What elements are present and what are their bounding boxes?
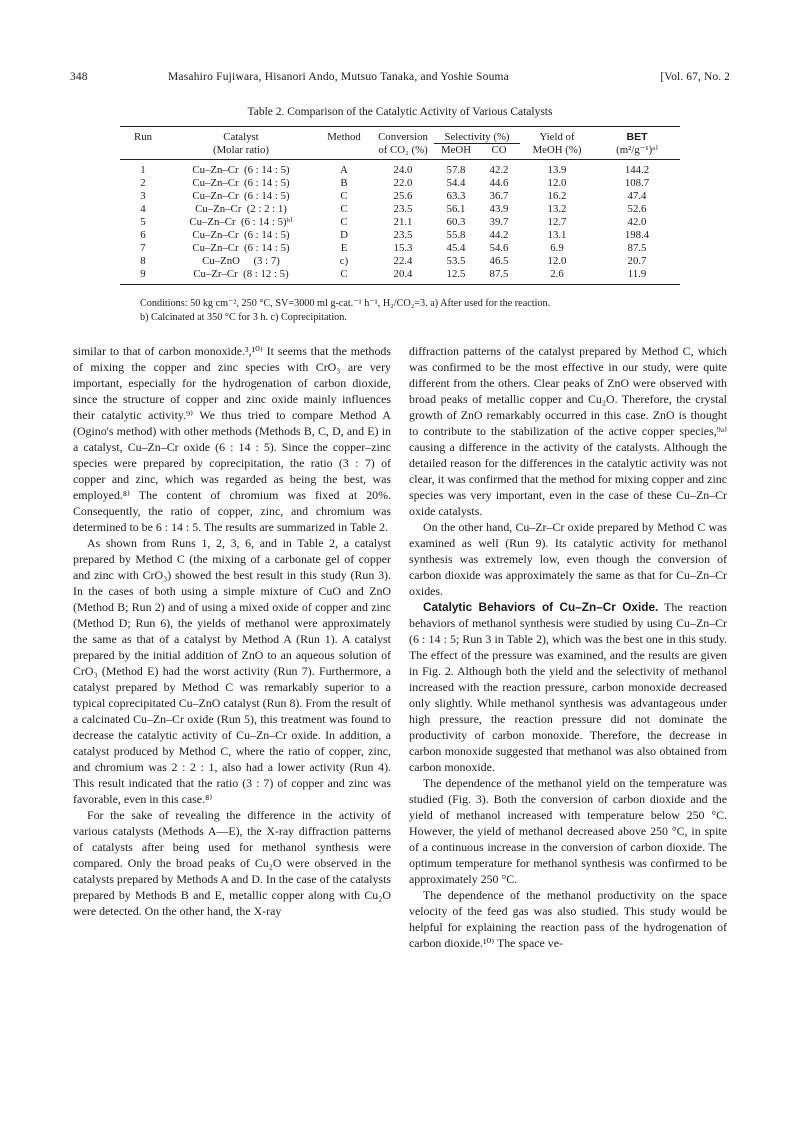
cell-bet: 108.7: [624, 176, 650, 189]
cell-yield: 13.9: [547, 163, 567, 176]
table-row: [120, 215, 680, 228]
cell-yield: 12.0: [547, 254, 567, 267]
cell-run: 1: [140, 163, 146, 176]
cell-co: 36.7: [489, 189, 509, 202]
col-subheader-co: CO: [491, 144, 507, 156]
cell-run: 3: [140, 189, 146, 202]
cell-run: 7: [140, 241, 146, 254]
cell-conversion: 24.0: [393, 163, 413, 176]
paragraph: The dependence of the methanol yield on the temperature was studied (Fig. 3). Both the conversion of carbon dioxide and the yield of methanol increased with temperature below 250 °C. However, the yield of methanol decreased above 250 °C, in spite of a continuous increase in the conversion of carbon dioxide. The optimum temperature for methanol synthesis was confirmed to be approximately 250 °C.: [409, 776, 727, 886]
volume-issue: [Vol. 67, No. 2: [660, 71, 730, 83]
paragraph-text: The reaction behaviors of methanol synthesis were studied by using Cu–Zn–Cr (6 : 14 : 5; Run 3 in Table 2), which was the best one in this study. The effect of the pressure was examined, and the results are given in Fig. 2. Although both the yield and the selectivity of methanol increased with the reaction pressure, carbon monoxide decreased only slightly. While methanol synthesis was advantageous under high pressure, the reaction pressure did not dominate the productivity of carbon monoxide. Therefore, the decrease in carbon monoxide suggested that methanol was also obtained from carbon monoxide.: [409, 600, 727, 774]
cell-conversion: 20.4: [372, 267, 434, 285]
running-header-authors: Masahiro Fujiwara, Hisanori Ando, Mutsuo Tanaka, and Yoshie Souma: [168, 71, 509, 83]
cell-yield: 12.0: [547, 176, 567, 189]
table-row: [120, 176, 680, 189]
cell-run: 2: [140, 176, 146, 189]
cell-bet: 144.2: [624, 163, 650, 176]
catalyst-comparison-table: [120, 126, 680, 285]
cell-run: 4: [140, 202, 146, 215]
cell-method: B: [340, 176, 348, 189]
cell-bet: 198.4: [624, 228, 650, 241]
table-row: [120, 241, 680, 254]
cell-co: 42.2: [489, 163, 509, 176]
cell-meoh: 12.5: [434, 267, 478, 285]
col-header-conversion: Conversion: [378, 131, 428, 144]
cell-co: 44.6: [489, 176, 509, 189]
cell-yield: 6.9: [550, 241, 564, 254]
cell-yield: 12.7: [547, 215, 567, 228]
col-header-yield: Yield of: [539, 131, 575, 144]
cell-conversion: 21.1: [393, 215, 413, 228]
cell-catalyst: Cu–Zr–Cr (8 : 12 : 5): [166, 267, 316, 285]
cell-yield: 2.6: [520, 267, 594, 285]
col-subheader-conversion: of CO₂ (%): [378, 143, 428, 156]
cell-meoh: 60.3: [446, 215, 466, 228]
cell-method: E: [340, 241, 348, 254]
cell-co: 46.5: [489, 254, 509, 267]
cell-method: c): [339, 254, 349, 267]
col-header-run: Run: [134, 131, 152, 144]
table-title: Table 2. Comparison of the Catalytic Activity of Various Catalysts: [247, 106, 553, 118]
paragraph: similar to that of carbon monoxide.³,¹⁰⁾ It seems that the methods of mixing the copper and zinc species with CrO₃ are very important, especially for the hydrogenation of carbon dioxide, since the structure of copper and zinc oxide mainly influences their catalytic activity.⁹⁾ We thus tried to compare Method A (Ogino's method) with other methods (Methods B, C, D, and E) in a catalyst, Cu–Zn–Cr oxide (6 : 14 : 5). Since the copper–zinc species were prepared by coprecipitation, the ratio (3 : 7) of copper and zinc, which was regarded as being the best, was employed.⁸⁾ The content of chromium was fixed at 20%. Consequently, the ratio of copper, zinc, and chromium was determined to be 6 : 14 : 5. The results are summarized in Table 2.: [73, 344, 391, 534]
cell-conversion: 15.3: [393, 241, 413, 254]
text-column-right: [409, 343, 727, 951]
cell-yield: 13.1: [547, 228, 567, 241]
cell-method: C: [340, 202, 348, 215]
cell-co: 44.2: [489, 228, 509, 241]
col-subheader-yield: MeOH (%): [532, 143, 582, 156]
table-footnote-conditions: Conditions: 50 kg cm⁻², 250 °C, SV=3000 ml g-cat.⁻¹ h⁻¹, H₂/CO₂=3. a) After used for the reaction.: [140, 298, 551, 309]
table-row: [120, 267, 680, 285]
table-row: [120, 228, 680, 241]
cell-conversion: 22.4: [393, 254, 413, 267]
cell-conversion: 23.5: [393, 228, 413, 241]
cell-run: 6: [140, 228, 146, 241]
cell-catalyst: Cu–ZnO (3 : 7): [202, 254, 280, 267]
table-row: [120, 202, 680, 215]
cell-run: 5: [140, 215, 146, 228]
cell-bet: 11.9: [594, 267, 680, 285]
cell-catalyst: Cu–Zn–Cr (6 : 14 : 5): [192, 228, 290, 241]
col-subheader-meoh: MeOH: [441, 144, 471, 156]
cell-catalyst: Cu–Zn–Cr (6 : 14 : 5): [192, 163, 290, 176]
cell-bet: 52.6: [627, 202, 647, 215]
cell-co: 54.6: [489, 241, 509, 254]
cell-method: C: [316, 267, 372, 285]
cell-bet: 47.4: [627, 189, 647, 202]
cell-catalyst: Cu–Zn–Cr (6 : 14 : 5): [192, 189, 290, 202]
col-header-catalyst: Catalyst: [223, 131, 259, 144]
cell-run: 8: [140, 254, 146, 267]
cell-bet: 42.0: [627, 215, 647, 228]
cell-method: C: [340, 215, 348, 228]
cell-meoh: 55.8: [446, 228, 466, 241]
cell-catalyst: Cu–Zn–Cr (6 : 14 : 5)ᵇ⁾: [189, 215, 293, 228]
paragraph: The dependence of the methanol productivity on the space velocity of the feed gas was also studied. This study would be helpful for explaining the reaction pass of the hydrogenation of carbon dioxide.¹⁰⁾ The space ve-: [409, 888, 727, 950]
paragraph: On the other hand, Cu–Zr–Cr oxide prepared by Method C was examined as well (Run 9). Its catalytic activity for methanol synthesis was extremely low, even though the conversion of carbon dioxide was approximately the same as that for Cu–Zn–Cr oxides.: [409, 520, 727, 598]
section-heading: Catalytic Behaviors of Cu–Zn–Cr Oxide.: [423, 600, 659, 614]
table-row: [120, 189, 680, 202]
cell-co: 39.7: [489, 215, 509, 228]
table-row: [120, 254, 680, 267]
cell-co: 87.5: [478, 267, 520, 285]
cell-catalyst: Cu–Zn–Cr (6 : 14 : 5): [192, 241, 290, 254]
col-subheader-bet: (m²/g⁻¹)ᵃ⁾: [616, 143, 658, 156]
paragraph: As shown from Runs 1, 2, 3, 6, and in Table 2, a catalyst prepared by Method C (the mixing of a carbonate gel of copper and zinc with CrO₃) showed the best result in this study (Run 3). In the cases of both using a simple mixture of CuO and ZnO (Method B; Run 2) and of using a mixed oxide of copper and zinc (Method D; Run 6), the yields of methanol were approximately the same as that of a catalyst by Method A (Run 1). A catalyst prepared by the initial addition of ZnO to an aqueous solution of CrO₃ (Method E) had the worst activity (Run 7). Furthermore, a catalyst prepared by Method C was remarkably superior to a typical coprecipitated Cu–ZnO catalyst (Run 8). From the result of a calcinated Cu–Zn–Cr oxide (Run 5), this treatment was found to decrease the catalytic activity of Cu–Zn–Cr oxide. In addition, a catalyst produced by Method C, where the ratio of copper, zinc, and chromium was 2 : 2 : 1, also had a lower activity (Run 4). This result indicated that the ratio (3 : 7) of copper and zinc was favorable, even in this case.⁸⁾: [73, 536, 391, 806]
cell-run: 9: [120, 267, 166, 285]
table-row: [120, 160, 680, 177]
col-header-method: Method: [327, 131, 361, 144]
cell-meoh: 56.1: [446, 202, 466, 215]
cell-bet: 20.7: [627, 254, 647, 267]
cell-catalyst: Cu–Zn–Cr (2 : 2 : 1): [195, 202, 287, 215]
cell-meoh: 54.4: [446, 176, 466, 189]
cell-meoh: 53.5: [446, 254, 466, 267]
cell-method: C: [340, 189, 348, 202]
table-footnote-notes: b) Calcinated at 350 °C for 3 h. c) Coprecipitation.: [140, 312, 347, 323]
cell-method: A: [340, 163, 348, 176]
paragraph: diffraction patterns of the catalyst prepared by Method C, which was confirmed to be the most effective in our study, were quite different from the others. Clear peaks of ZnO were observed with broad peaks of metallic copper and Cu₂O. Therefore, the crystal growth of ZnO remarkably occurred in this case. ZnO is thought to contribute to the stabilization of the active copper species,⁹ᵃ⁾ causing a difference in the activity of the catalysts. Although the detailed reason for the differences in the catalytic activity was not clear, it was confirmed that the method for mixing copper and zinc species was very important, even in the case of these Cu–Zn–Cr oxide catalysts.: [409, 344, 727, 518]
cell-bet: 87.5: [627, 241, 647, 254]
paragraph: [409, 599, 727, 775]
cell-method: D: [340, 228, 348, 241]
cell-conversion: 25.6: [393, 189, 413, 202]
cell-conversion: 23.5: [393, 202, 413, 215]
page-number: 348: [70, 71, 88, 83]
cell-meoh: 45.4: [446, 241, 466, 254]
cell-meoh: 57.8: [446, 163, 466, 176]
cell-co: 43.9: [489, 202, 509, 215]
text-column-left: [73, 343, 391, 919]
col-header-bet: BET: [626, 131, 648, 144]
cell-catalyst: Cu–Zn–Cr (6 : 14 : 5): [192, 176, 290, 189]
cell-meoh: 63.3: [446, 189, 466, 202]
col-header-selectivity: Selectivity (%): [434, 127, 520, 144]
cell-conversion: 22.0: [393, 176, 413, 189]
cell-yield: 16.2: [547, 189, 567, 202]
col-subheader-molar-ratio: (Molar ratio): [212, 143, 270, 156]
paragraph: For the sake of revealing the difference in the activity of various catalysts (Methods A—E), the X-ray diffraction patterns of catalysts after being used for methanol synthesis were compared. Only the broad peaks of Cu₂O were observed in the catalysts prepared by Methods A and D. In the case of the catalysts prepared by Methods B and E, metallic copper along with Cu₂O were detected. On the other hand, the X-ray: [73, 808, 391, 918]
cell-yield: 13.2: [547, 202, 567, 215]
